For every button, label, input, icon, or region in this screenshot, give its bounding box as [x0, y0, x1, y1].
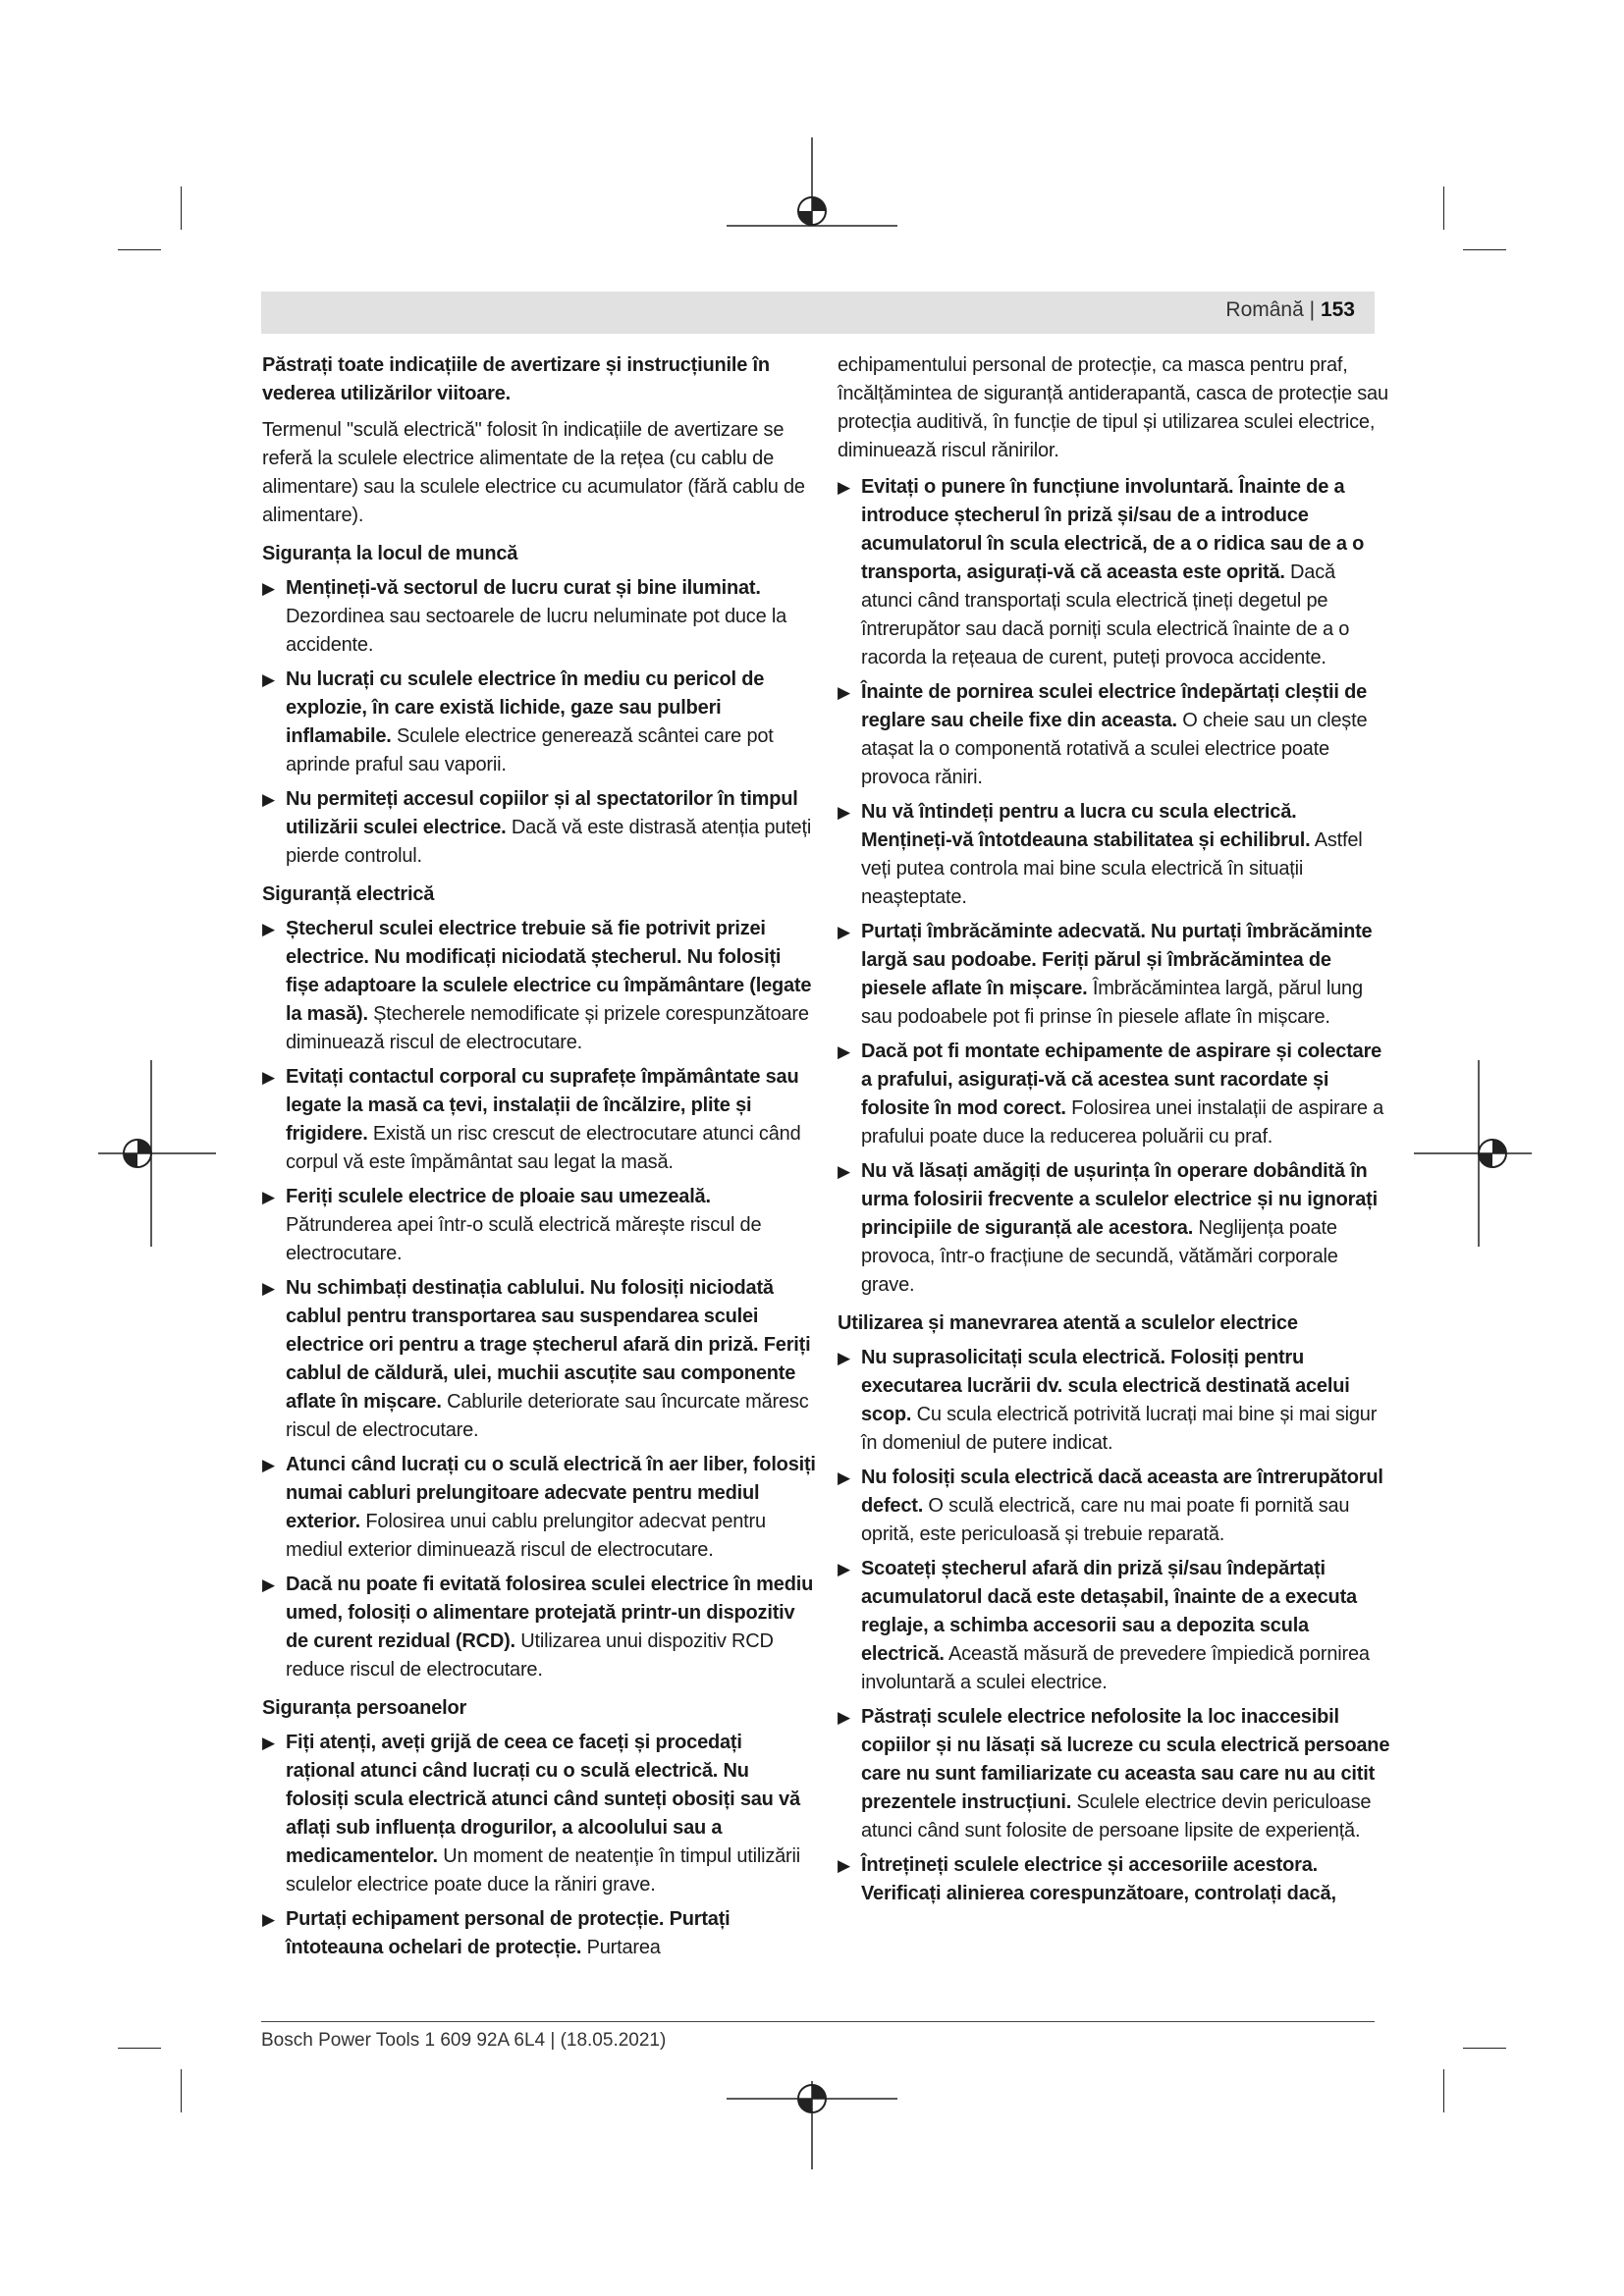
instruction-text: Folosirea unei instalații de aspirare a prafului poate duce la reducerea poluării cu praf. [861, 1097, 1384, 1148]
list-item [838, 918, 1391, 1032]
bullet-arrow-icon: ▶ [838, 1042, 850, 1061]
bullet-arrow-icon: ▶ [838, 1856, 850, 1875]
instruction-text: Astfel veți putea controla mai bine scula electrică în situații neașteptate. [861, 829, 1363, 908]
list-item [838, 473, 1391, 672]
list-personal-safety [262, 1729, 816, 1962]
list-item [262, 1183, 816, 1268]
instruction-bold: Mențineți-vă sectorul de lucru curat și bine iluminat. [286, 577, 761, 599]
crop-mark [1443, 187, 1444, 230]
bullet-arrow-icon: ▶ [838, 1468, 850, 1487]
instruction-bold: Scoateți ștecherul afară din priză și/sau îndepărtați acumulatorul dacă este detașabil, înainte de a executa reglaje, a schimba accesorii sau a depozita scula electrică. [861, 1558, 1357, 1665]
list-item [838, 1555, 1391, 1697]
crop-mark [1443, 2069, 1444, 2112]
registration-mark-top [727, 137, 903, 245]
list-item [262, 785, 816, 871]
instruction-text: Pătrunderea apei într-o sculă electrică mărește riscul de electrocutare. [286, 1214, 762, 1264]
header-language: Română [1225, 298, 1304, 321]
crop-mark [1463, 2048, 1506, 2049]
page-number: 153 [1320, 298, 1355, 321]
list-item [838, 798, 1391, 912]
instruction-text: Dezordinea sau sectoarele de lucru neluminate pot duce la accidente. [286, 606, 787, 656]
list-item [838, 678, 1391, 792]
page-header [261, 292, 1375, 334]
instruction-bold: Evitați o punere în funcțiune involuntară. Înainte de a introduce ștecherul în priză și/sau de a introduce acumulatorul în scula electrică, de a o ridica sau de a o transporta, asigurați-vă că aceasta este oprită. [861, 476, 1365, 583]
instruction-bold: Purtați îmbrăcăminte adecvată. Nu purtați îmbrăcăminte largă sau podoabe. Feriți părul și îmbrăcămintea de piesele aflate în mișcare. [861, 921, 1373, 999]
continued-text: echipamentului personal de protecție, ca masca pentru praf, încălțămintea de siguranță antiderapantă, casca de protecție sau protecția auditivă, în funcție de tipul și utilizarea sculei electrice, diminuează riscul rănirilor. [838, 354, 1388, 461]
instruction-text: Utilizarea unui dispozitiv RCD reduce riscul de electrocutare. [286, 1630, 774, 1681]
instruction-text: Neglijența poate provoca, într-o fracțiune de secundă, vătămări corporale grave. [861, 1217, 1338, 1296]
list-item [262, 1905, 816, 1962]
instruction-bold: Întrețineți sculele electrice și accesoriile acestora. Verificați alinierea corespunzătoare, controlați dacă, [861, 1854, 1336, 1904]
list-item [262, 1451, 816, 1565]
bullet-arrow-icon: ▶ [262, 1910, 275, 1929]
instruction-text: Îmbrăcămintea largă, părul lung sau podoabele pot fi prinse în piesele aflate în mișcare. [861, 978, 1363, 1028]
bullet-arrow-icon: ▶ [838, 1162, 850, 1181]
bullet-arrow-icon: ▶ [262, 579, 275, 598]
instruction-text: O cheie sau un clește atașat la o componentă rotativă a sculei electrice poate provoca răniri. [861, 710, 1368, 788]
bullet-arrow-icon: ▶ [838, 683, 850, 702]
registration-mark-right [1414, 1060, 1532, 1247]
instruction-text: O sculă electrică, care nu mai poate fi pornită sau oprită, este periculoasă și trebuie reparată. [861, 1495, 1350, 1545]
bullet-arrow-icon: ▶ [838, 803, 850, 822]
instruction-bold: Atunci când lucrați cu o sculă electrică în aer liber, folosiți numai cabluri prelungitoare adecvate pentru mediul exterior. [286, 1454, 816, 1532]
instruction-bold: Nu schimbați destinația cablului. Nu folosiți niciodată cablul pentru transportarea sau suspendarea sculei electrice ori pentru a trage ștecherul afară din priză. Feriți cablul de căldură, ulei, muchii ascuțite sau componente aflate în mișcare. [286, 1277, 811, 1413]
footer-text: Bosch Power Tools 1 609 92A 6L4 | (18.05.2021) [261, 2030, 667, 2051]
list-tool-use [838, 1344, 1391, 1908]
instruction-bold: Nu folosiți scula electrică dacă aceasta are întrerupătorul defect. [861, 1467, 1383, 1517]
instruction-text: Cablurile deteriorate sau încurcate măresc riscul de electrocutare. [286, 1391, 809, 1441]
bullet-arrow-icon: ▶ [262, 1456, 275, 1474]
instruction-bold: Înainte de pornirea sculei electrice îndepărtați cleștii de reglare sau cheile fixe din aceasta. [861, 681, 1368, 731]
list-item [838, 1851, 1391, 1908]
instruction-text: Sculele electrice devin periculoase atunci când sunt folosite de persoane lipsite de experiență. [861, 1791, 1372, 1842]
instruction-bold: Nu suprasolicitați scula electrică. Folosiți pentru executarea lucrării dv. scula electrică destinată acelui scop. [861, 1347, 1350, 1425]
list-personal-safety-continued [838, 473, 1391, 1300]
section-title-electrical-safety: Siguranță electrică [262, 883, 435, 905]
intro-text: Termenul "sculă electrică" folosit în indicațiile de avertizare se referă la sculele electrice alimentate de la rețea (cu cablu de alimentare) sau la sculele electrice cu acumulator (fără cablu de alimentare). [262, 419, 805, 526]
instruction-bold: Nu vă întindeți pentru a lucra cu scula electrică. Mențineți-vă întotdeauna stabilitatea și echilibrul. [861, 801, 1311, 851]
crop-mark [181, 187, 182, 230]
list-item [262, 915, 816, 1057]
crop-mark [1463, 249, 1506, 250]
list-item [838, 1464, 1391, 1549]
bullet-arrow-icon: ▶ [262, 1734, 275, 1752]
instruction-text: Un moment de neatenție în timpul utilizării sculelor electrice poate duce la răniri grave. [286, 1845, 801, 1896]
bullet-arrow-icon: ▶ [262, 1575, 275, 1594]
list-item [838, 1038, 1391, 1151]
section-title-workplace-safety: Siguranța la locul de muncă [262, 543, 518, 564]
registration-mark-left [98, 1060, 216, 1247]
instruction-bold: Dacă nu poate fi evitată folosirea sculei electrice în mediu umed, folosiți o alimentare protejată printr-un dispozitiv de curent rezidual (RCD). [286, 1574, 814, 1652]
list-item [838, 1344, 1391, 1458]
list-item [262, 1063, 816, 1177]
list-item [262, 666, 816, 779]
section-title-tool-use: Utilizarea și manevrarea atentă a sculelor electrice [838, 1312, 1298, 1334]
instruction-bold: Nu vă lăsați amăgiți de ușurința în operare dobândită în urma folosirii frecvente a sculelor electrice și nu ignorați principiile de siguranță ale acestora. [861, 1160, 1378, 1239]
instruction-bold: Nu lucrați cu sculele electrice în mediu cu pericol de explozie, în care există lichide, gaze sau pulberi inflamabile. [286, 668, 765, 747]
list-item [838, 1703, 1391, 1845]
crop-mark [118, 249, 161, 250]
instruction-text: Există un risc crescut de electrocutare atunci când corpul vă este împământat sau legat la masă. [286, 1123, 801, 1173]
header-text [1225, 298, 1355, 322]
instruction-text: Cu scula electrică potrivită lucrați mai bine și mai sigur în domeniul de putere indicat. [861, 1404, 1378, 1454]
instruction-bold: Dacă pot fi montate echipamente de aspirare și colectare a prafului, asigurați-vă că acestea sunt racordate și folosite în mod corect. [861, 1041, 1382, 1119]
section-title-personal-safety: Siguranța persoanelor [262, 1697, 467, 1719]
instruction-bold: Purtați echipament personal de protecție. Purtați întoteauna ochelari de protecție. [286, 1908, 731, 1958]
crop-mark [181, 2069, 182, 2112]
instruction-text: Sculele electrice generează scântei care pot aprinde praful sau vaporii. [286, 725, 774, 775]
instruction-bold: Evitați contactul corporal cu suprafețe împământate sau legate la masă ca țevi, instalații de încălzire, plite și frigidere. [286, 1066, 799, 1145]
bullet-arrow-icon: ▶ [262, 920, 275, 938]
list-item [838, 1157, 1391, 1300]
instruction-bold: Feriți sculele electrice de ploaie sau umezeală. [286, 1186, 711, 1207]
instruction-text: Purtarea [581, 1937, 661, 1958]
instruction-bold: Păstrați sculele electrice nefolosite la loc inaccesibil copiilor și nu lăsați să lucreze cu scula electrică persoane care nu sunt familiarizate cu aceasta sau care nu au citit prezentele instrucțiuni. [861, 1706, 1390, 1813]
bullet-arrow-icon: ▶ [838, 1560, 850, 1578]
bullet-arrow-icon: ▶ [838, 478, 850, 497]
instruction-text: Ștecherele nemodificate și prizele corespunzătoare diminuează riscul de electrocutare. [286, 1003, 809, 1053]
instruction-bold: Fiți atenți, aveți grijă de ceea ce faceți și procedați rațional atunci când lucrați cu o sculă electrică. Nu folosiți scula electrică atunci când sunteți obosiți sau vă aflați sub influența drogurilor, a alcoolului sau a medicamentelor. [286, 1732, 800, 1867]
instruction-bold: Ștecherul sculei electrice trebuie să fie potrivit prizei electrice. Nu modificați niciodată ștecherul. Nu folosiți fișe adaptoare la sculele electrice cu împământare (legate la masă). [286, 918, 812, 1025]
bullet-arrow-icon: ▶ [838, 1708, 850, 1727]
left-column [262, 351, 816, 1968]
list-electrical-safety [262, 915, 816, 1684]
list-workplace-safety [262, 574, 816, 871]
instruction-text: Folosirea unui cablu prelungitor adecvat pentru mediul exterior diminuează riscul de electrocutare. [286, 1511, 766, 1561]
bullet-arrow-icon: ▶ [262, 670, 275, 689]
header-separator: | [1309, 298, 1316, 321]
footer-rule [261, 2021, 1375, 2022]
bullet-arrow-icon: ▶ [262, 1068, 275, 1087]
instruction-text: Dacă atunci când transportați scula electrică țineți degetul pe întrerupător sau dacă porniți scula electrică înainte de a o racorda la rețeaua de curent, puteți provoca accidente. [861, 561, 1350, 668]
intro-bold: Păstrați toate indicațiile de avertizare și instrucțiunile în vederea utilizărilor viitoare. [262, 354, 770, 404]
registration-mark-bottom [727, 2061, 903, 2169]
bullet-arrow-icon: ▶ [262, 790, 275, 809]
list-item [262, 1274, 816, 1445]
bullet-arrow-icon: ▶ [262, 1279, 275, 1298]
list-item [262, 1729, 816, 1899]
bullet-arrow-icon: ▶ [838, 923, 850, 941]
right-column [838, 351, 1391, 1914]
bullet-arrow-icon: ▶ [838, 1349, 850, 1367]
instruction-bold: Nu permiteți accesul copiilor și al spectatorilor în timpul utilizării sculei electrice. [286, 788, 798, 838]
instruction-text: Această măsură de prevedere împiedică pornirea involuntară a sculei electrice. [861, 1643, 1370, 1693]
list-item [262, 574, 816, 660]
instruction-text: Dacă vă este distrasă atenția puteți pierde controlul. [286, 817, 812, 867]
crop-mark [118, 2048, 161, 2049]
list-item [262, 1571, 816, 1684]
bullet-arrow-icon: ▶ [262, 1188, 275, 1206]
